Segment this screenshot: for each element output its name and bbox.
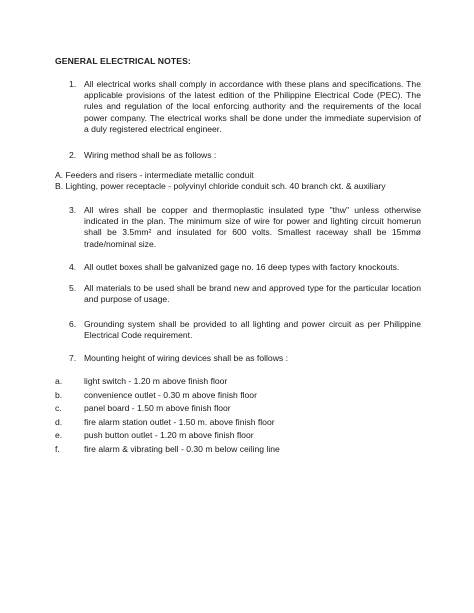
list-item bbox=[55, 417, 425, 431]
note-number: 3. bbox=[69, 205, 77, 215]
note-text: Grounding system shall be provided to all lighting and power circuit as per Philippine Electrical Code requirement. bbox=[84, 319, 421, 341]
note-7 bbox=[69, 353, 421, 364]
note-text: Mounting height of wiring devices shall be as follows : bbox=[84, 353, 288, 363]
list-text: fire alarm station outlet - 1.50 m. above finish floor bbox=[84, 416, 275, 427]
wiring-method-list bbox=[55, 170, 425, 192]
list-text: fire alarm & vibrating bell - 0.30 m below ceiling line bbox=[84, 443, 280, 454]
note-text: All outlet boxes shall be galvanized gage no. 16 deep types with factory knockouts. bbox=[84, 262, 400, 272]
list-text: push button outlet - 1.20 m above finish floor bbox=[84, 430, 254, 441]
note-number: 6. bbox=[69, 319, 77, 329]
list-item bbox=[55, 390, 425, 404]
note-text: All materials to be used shall be brand new and approved type for the particular location and purpose of usage. bbox=[84, 283, 421, 305]
note-number: 2. bbox=[69, 150, 77, 160]
list-letter: f. bbox=[55, 443, 60, 454]
list-text: convenience outlet - 0.30 m above finish floor bbox=[84, 389, 257, 400]
note-number: 1. bbox=[69, 79, 77, 89]
note-text: All electrical works shall comply in accordance with these plans and specifications. The applicable provisions of the latest edition of the Philippine Electrical Code (PEC). The rules and regulation of the local enforcing authority and the requirements of the local power company. The electrical works shall be done under the immediate supervision of a duly registered electrical engineer. bbox=[84, 79, 421, 134]
list-text: light switch - 1.20 m above finish floor bbox=[84, 376, 228, 386]
note-4 bbox=[69, 262, 421, 273]
note-2 bbox=[69, 150, 421, 161]
list-letter: d. bbox=[55, 416, 63, 427]
list-item bbox=[55, 430, 425, 444]
page-title: GENERAL ELECTRICAL NOTES: bbox=[55, 56, 191, 66]
list-text: panel board - 1.50 m above finish floor bbox=[84, 403, 231, 414]
list-item: B. Lighting, power receptacle - polyvinyl chloride conduit sch. 40 branch ckt. & auxiliary bbox=[55, 181, 386, 192]
note-number: 7. bbox=[69, 353, 77, 363]
list-item: A. Feeders and risers - intermediate metallic conduit bbox=[55, 170, 254, 180]
note-3 bbox=[69, 205, 421, 250]
note-number: 4. bbox=[69, 262, 77, 272]
list-letter: b. bbox=[55, 389, 63, 400]
list-item bbox=[55, 403, 425, 417]
list-item bbox=[55, 444, 425, 458]
list-letter: a. bbox=[55, 376, 63, 386]
list-item bbox=[55, 376, 425, 390]
note-5 bbox=[69, 283, 421, 305]
note-1 bbox=[69, 79, 421, 135]
list-letter: e. bbox=[55, 430, 63, 441]
note-text: Wiring method shall be as follows : bbox=[84, 150, 217, 160]
note-number: 5. bbox=[69, 283, 77, 293]
mounting-height-list bbox=[55, 376, 425, 458]
list-letter: c. bbox=[55, 403, 62, 414]
note-6 bbox=[69, 319, 421, 341]
note-text: All wires shall be copper and thermoplastic insulated type "thw" unless otherwise indicated in the plan. The minimum size of wire for power and lighting circuit homerun shall be 3.5mm² and insulated for 600 volts. Smallest raceway shall be 15mmø trade/nominal size. bbox=[84, 205, 421, 249]
